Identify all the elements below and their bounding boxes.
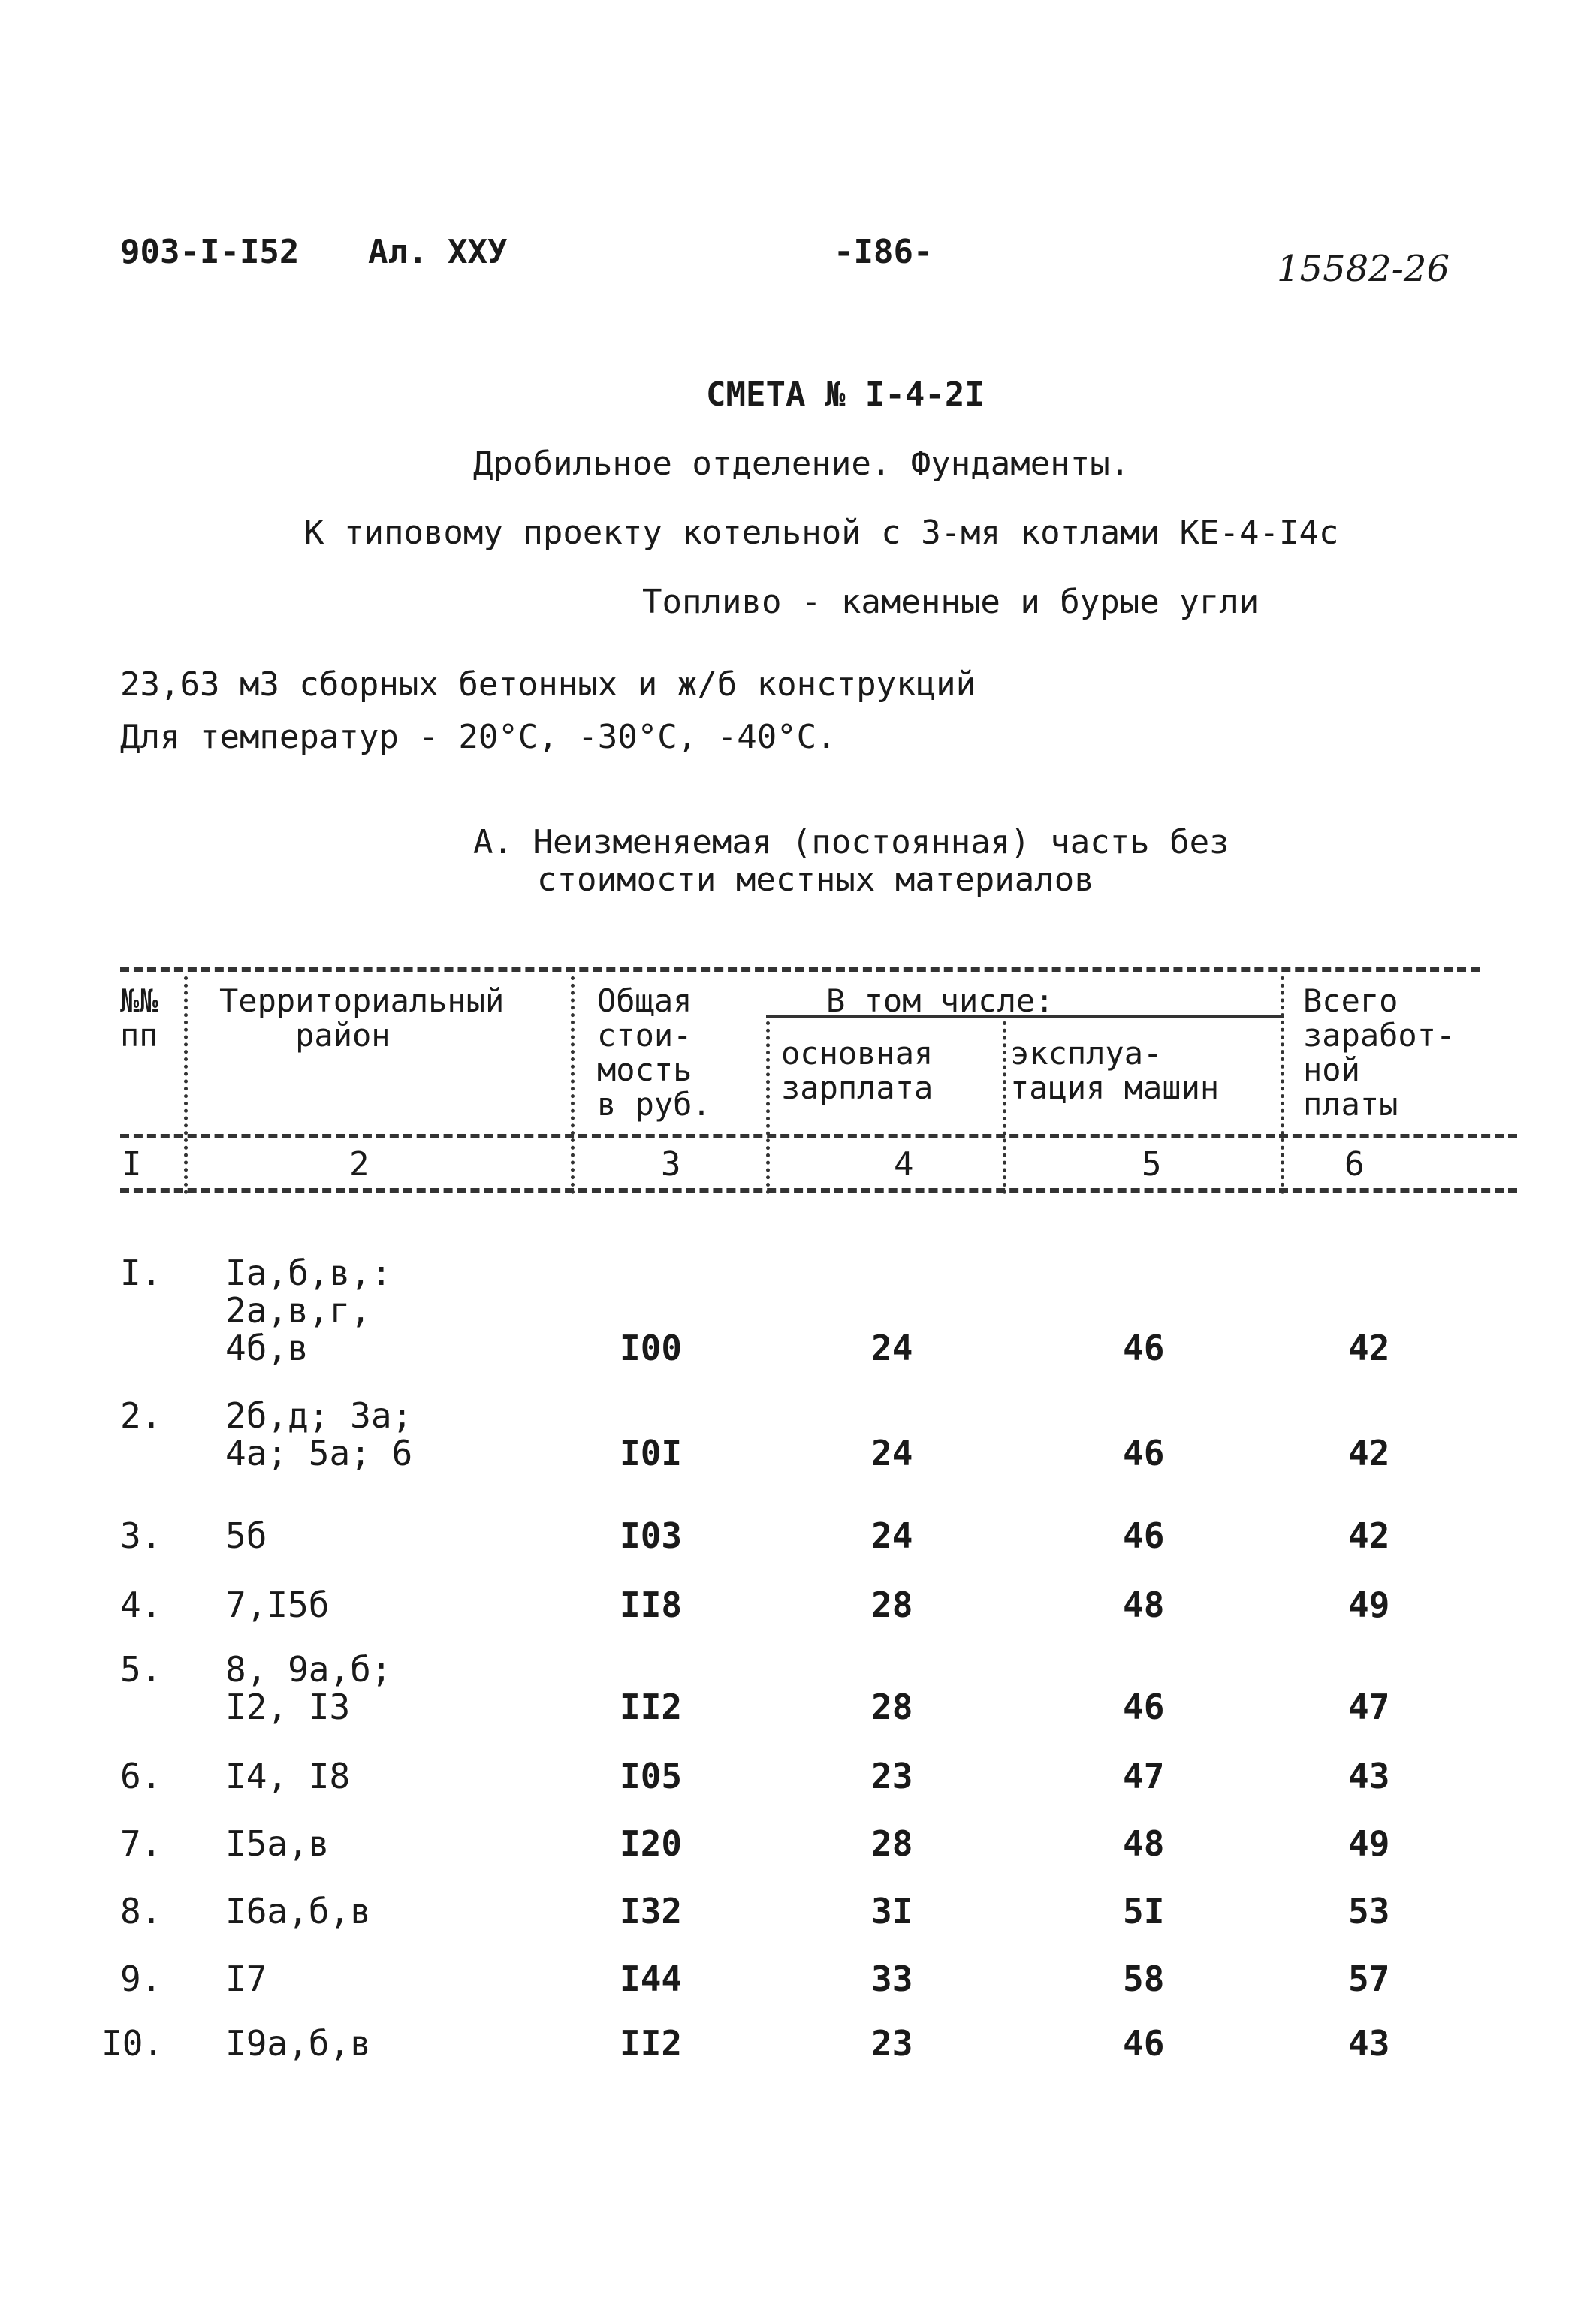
header-base-wage: основная зарплата (781, 1035, 934, 1106)
column-number-3: 3 (661, 1145, 681, 1184)
column-divider-5 (1281, 976, 1284, 1194)
column-number-4: 4 (894, 1145, 914, 1184)
section-title-1: А. Неизменяемая (постоянная) часть без (473, 823, 1229, 861)
region-cell: I7 (225, 1959, 267, 1999)
row-number: 3. (120, 1515, 162, 1556)
row-number: 6. (120, 1756, 162, 1796)
region-cell: 7,I5б (225, 1585, 330, 1625)
album-number: Ал. XXУ (368, 233, 508, 271)
total-cost-cell: II2 (620, 2023, 683, 2064)
base-wage-cell: 28 (871, 1687, 913, 1727)
volume-line: 23,63 м3 сборных бетонных и ж/б конструкций (120, 665, 976, 704)
temperature-line: Для температур - 20°С, -30°С, -40°С. (120, 718, 837, 756)
base-wage-cell: 28 (871, 1823, 913, 1864)
machine-cell: 46 (1123, 1687, 1165, 1727)
handwritten-number: 15582-26 (1277, 248, 1450, 290)
row-number: 8. (120, 1891, 162, 1932)
column-number-5: 5 (1142, 1145, 1162, 1184)
estimate-title: СМЕТА № I-4-2I (706, 375, 985, 414)
total-cost-cell: I32 (620, 1891, 683, 1932)
title-line-3: Топливо - каменные и бурые угли (642, 583, 1260, 621)
page-number: -I86- (834, 233, 934, 271)
total-cost-cell: I20 (620, 1823, 683, 1864)
section-title-2: стоимости местных материалов (537, 861, 1094, 899)
region-cell: I5а,в (225, 1823, 330, 1864)
machine-cell: 46 (1123, 1515, 1165, 1556)
column-divider-1 (184, 976, 188, 1194)
table-top-rule (120, 967, 1480, 972)
column-divider-3 (766, 1021, 770, 1194)
total-wages-cell: 47 (1348, 1687, 1390, 1727)
header-machine-operation: эксплуа- тация машин (1010, 1035, 1220, 1106)
region-cell: 8, 9а,б; I2, I3 (225, 1649, 392, 1727)
row-number: 9. (120, 1959, 162, 1999)
total-wages-cell: 42 (1348, 1433, 1390, 1473)
total-wages-cell: 53 (1348, 1891, 1390, 1932)
region-cell: 2б,д; 3а; 4а; 5а; 6 (225, 1395, 413, 1473)
base-wage-cell: 23 (871, 1756, 913, 1796)
column-divider-2 (571, 976, 575, 1194)
row-number: 2. (120, 1395, 162, 1436)
header-region: Территориальный район (219, 982, 505, 1054)
title-line-2: К типовому проекту котельной с 3-мя котлами КЕ-4-I4с (304, 514, 1339, 552)
header-group-including: В том числе: (826, 982, 1054, 1019)
row-number: 5. (120, 1649, 162, 1690)
region-cell: I4, I8 (225, 1756, 351, 1796)
machine-cell: 48 (1123, 1585, 1165, 1625)
region-cell: I6а,б,в (225, 1891, 371, 1932)
machine-cell: 46 (1123, 1328, 1165, 1368)
base-wage-cell: 3I (871, 1891, 913, 1932)
total-wages-cell: 49 (1348, 1823, 1390, 1864)
total-cost-cell: I05 (620, 1756, 683, 1796)
total-cost-cell: II8 (620, 1585, 683, 1625)
total-cost-cell: I0I (620, 1433, 683, 1473)
total-wages-cell: 43 (1348, 2023, 1390, 2064)
total-cost-cell: I00 (620, 1328, 683, 1368)
machine-cell: 5I (1123, 1891, 1165, 1932)
base-wage-cell: 24 (871, 1515, 913, 1556)
base-wage-cell: 24 (871, 1328, 913, 1368)
column-number-2: 2 (349, 1145, 370, 1184)
base-wage-cell: 28 (871, 1585, 913, 1625)
total-wages-cell: 49 (1348, 1585, 1390, 1625)
base-wage-cell: 23 (871, 2023, 913, 2064)
region-cell: I9а,б,в (225, 2023, 371, 2064)
total-cost-cell: II2 (620, 1687, 683, 1727)
header-row-number: №№ пп (120, 982, 158, 1054)
header-total-wages: Всего заработ- ной платы (1303, 982, 1456, 1123)
base-wage-cell: 24 (871, 1433, 913, 1473)
row-number: 7. (120, 1823, 162, 1864)
total-cost-cell: I44 (620, 1959, 683, 1999)
column-number-6: 6 (1344, 1145, 1365, 1184)
total-wages-cell: 42 (1348, 1328, 1390, 1368)
machine-cell: 46 (1123, 1433, 1165, 1473)
machine-cell: 58 (1123, 1959, 1165, 1999)
total-wages-cell: 42 (1348, 1515, 1390, 1556)
column-number-1: I (122, 1145, 142, 1184)
header-total-cost: Общая стои- мость в руб. (597, 982, 711, 1123)
base-wage-cell: 33 (871, 1959, 913, 1999)
region-cell: 5б (225, 1515, 267, 1556)
header-bottom-rule (120, 1188, 1517, 1193)
row-number: I. (120, 1253, 162, 1293)
machine-cell: 48 (1123, 1823, 1165, 1864)
header-mid-rule (120, 1134, 1517, 1138)
document-code: 903-I-I52 (120, 233, 300, 271)
machine-cell: 47 (1123, 1756, 1165, 1796)
machine-cell: 46 (1123, 2023, 1165, 2064)
total-cost-cell: I03 (620, 1515, 683, 1556)
row-number: I0. (101, 2023, 164, 2064)
total-wages-cell: 43 (1348, 1756, 1390, 1796)
region-cell: Iа,б,в,: 2а,в,г, 4б,в (225, 1253, 392, 1368)
column-divider-4 (1003, 1021, 1006, 1194)
title-line-1: Дробильное отделение. Фундаменты. (473, 445, 1130, 483)
total-wages-cell: 57 (1348, 1959, 1390, 1999)
row-number: 4. (120, 1585, 162, 1625)
